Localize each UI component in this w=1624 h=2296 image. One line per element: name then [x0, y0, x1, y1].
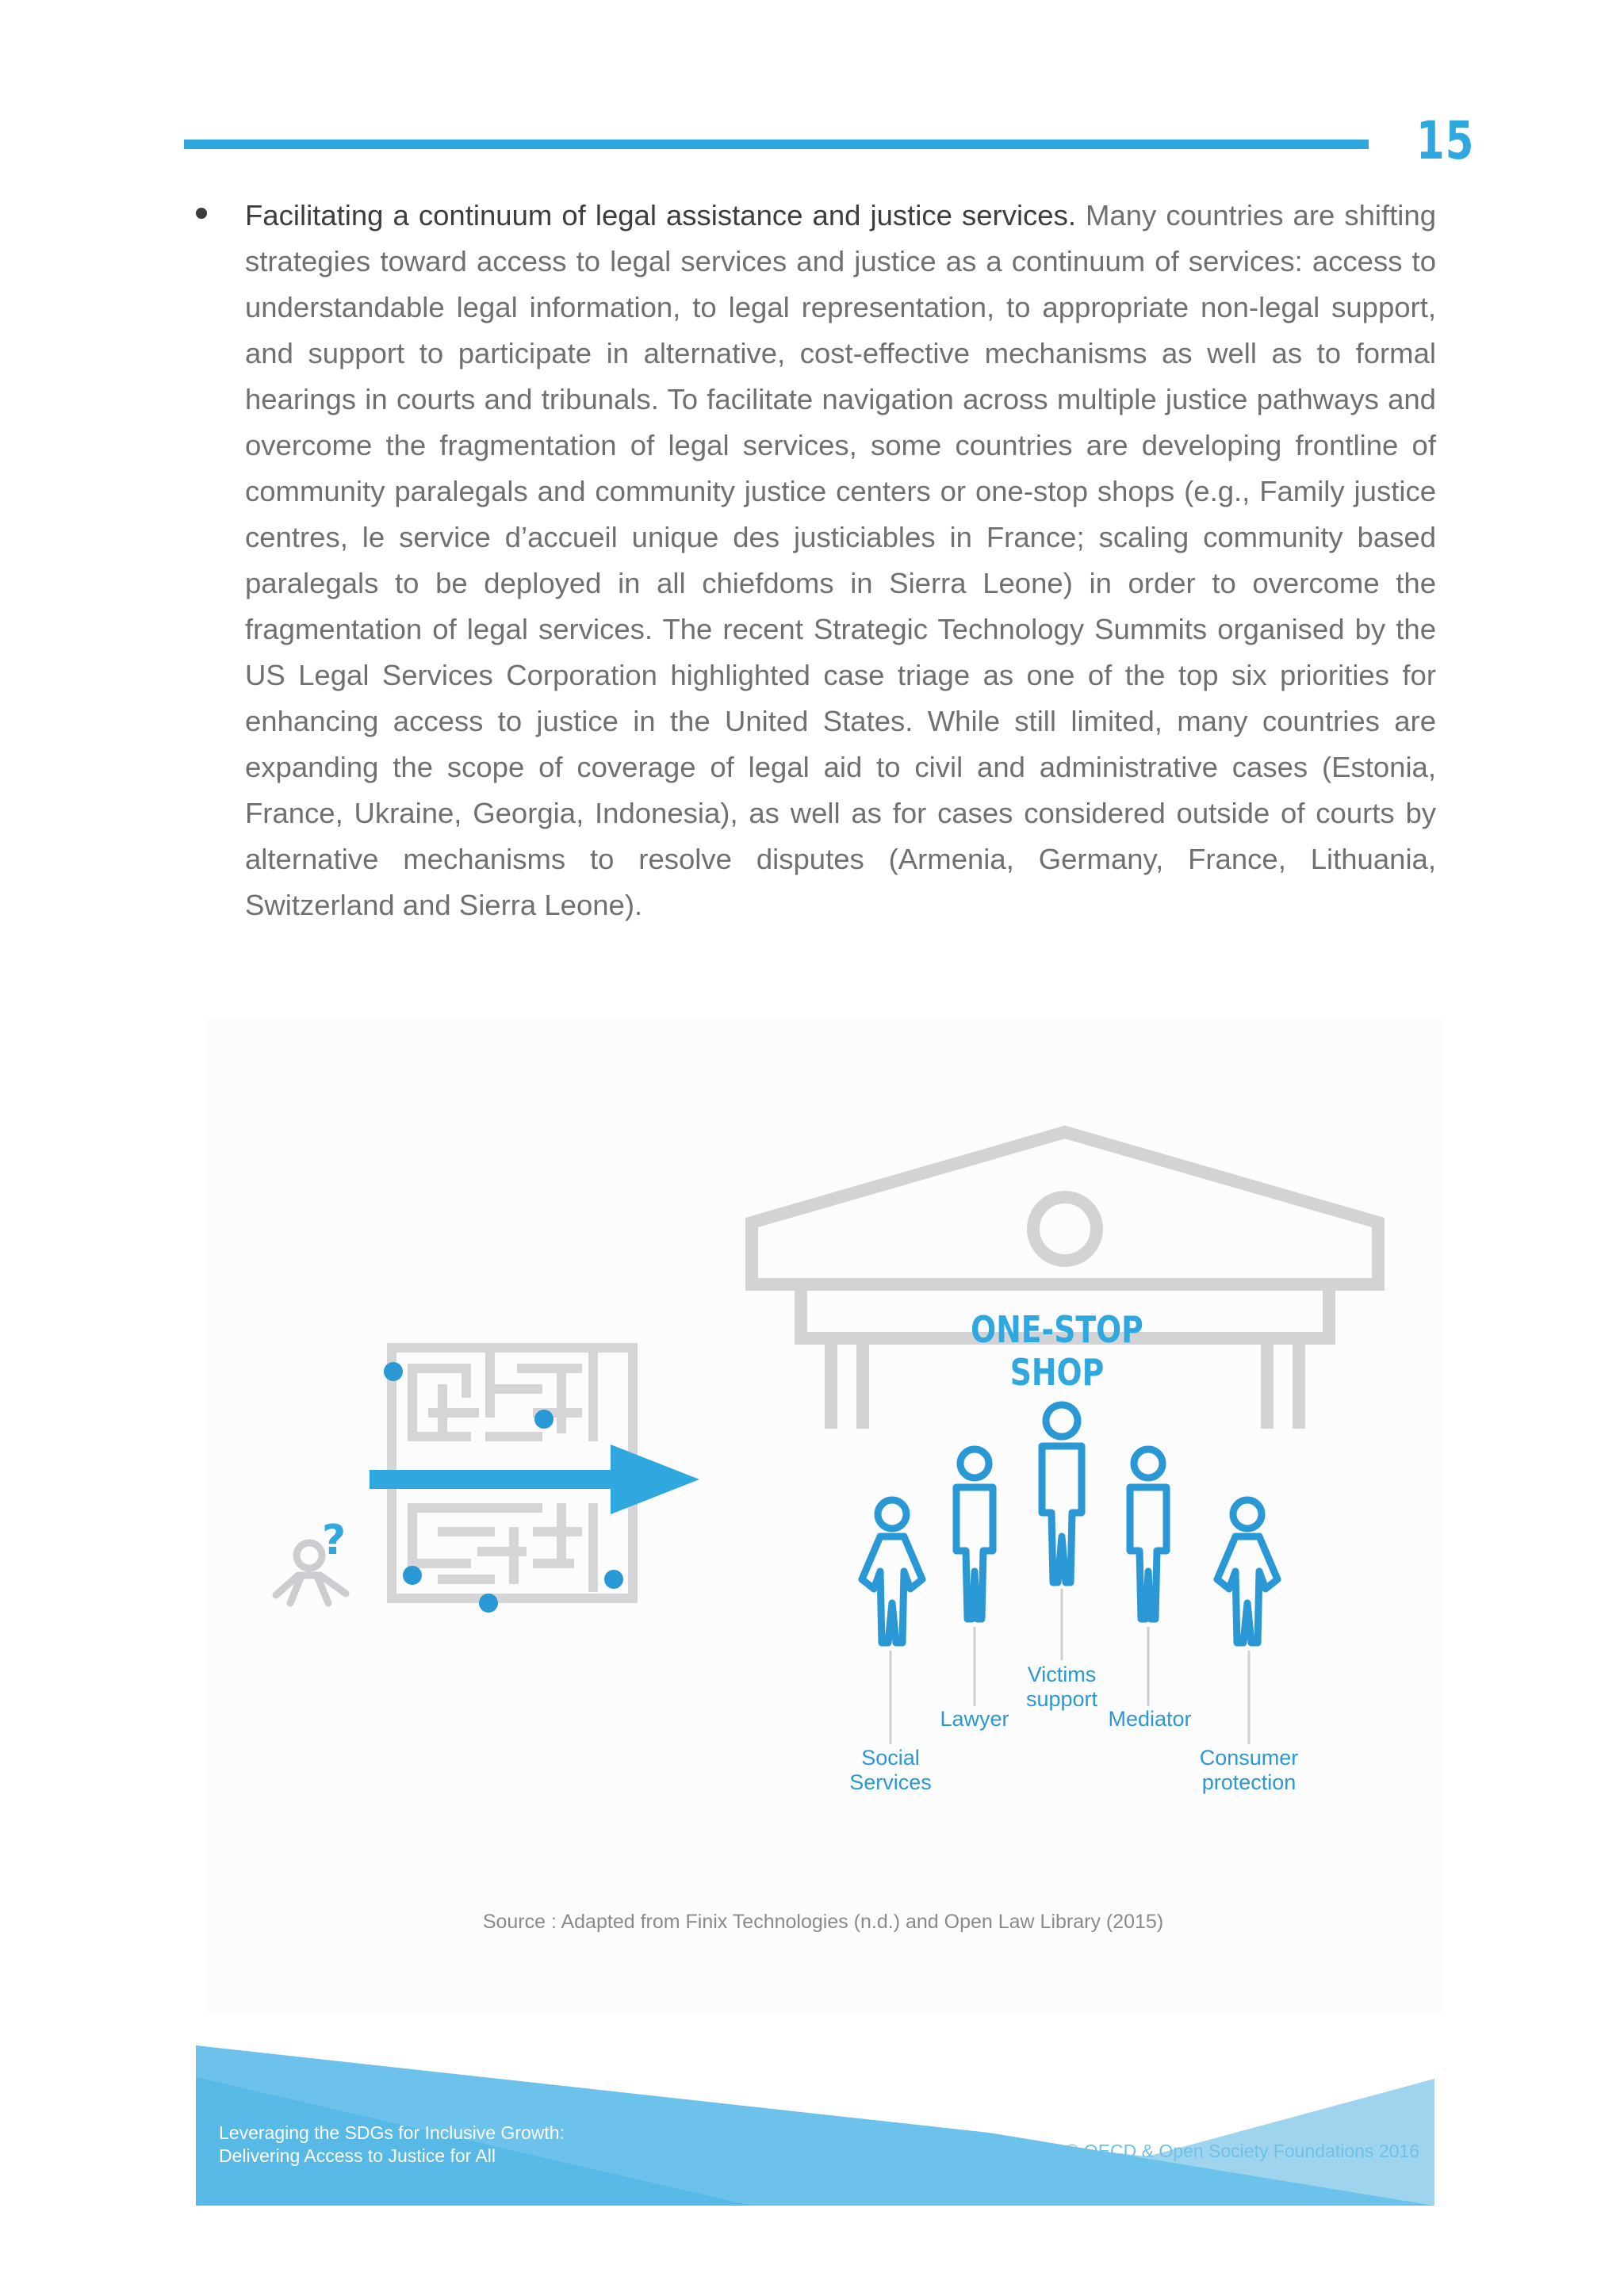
label-social-services-line1: Social	[861, 1746, 920, 1770]
footer-title	[219, 2122, 565, 2168]
person-icon	[1042, 1405, 1082, 1582]
label-social-services-line2: Services	[849, 1770, 932, 1794]
label-victims-support-line1: Victims	[1027, 1663, 1097, 1686]
label-victims-support	[1006, 1663, 1117, 1712]
bullet-marker	[196, 208, 207, 219]
person-icon	[956, 1449, 993, 1619]
label-consumer-protection-line1: Consumer	[1199, 1746, 1299, 1770]
person-icon	[862, 1500, 922, 1643]
question-mark: ?	[322, 1517, 347, 1564]
person-icon	[1217, 1500, 1277, 1643]
bullet-paragraph	[245, 193, 1436, 928]
footer-title-line2: Delivering Access to Justice for All	[219, 2145, 496, 2166]
header-rule	[184, 140, 1369, 149]
bullet-body: Many countries are shifting strategies toward access to legal services and justice as a continuum of services: access to understandable legal information, to legal representation, to appropriate non-legal support, and support to participate in alternative, cost-effective mechanisms as well as to formal hearings in courts and tribunals. To facilitate navigation across multiple justice pathways and overcome the fragmentation of legal services, some countries are developing frontline of community paralegals and community justice centers or one-stop shops (e.g., Family justice centres, le service d’accueil unique des justiciables in France; scaling community based paralegals to be deployed in all chiefdoms in Sierra Leone) in order to overcome the fragmentation of legal services. The recent Strategic Technology Summits organised by the US Legal Services Corporation highlighted case triage as one of the top six priorities for enhancing access to justice in the United States. While still limited, many countries are expanding the scope of coverage of legal aid to civil and administrative cases (Estonia, France, Ukraine, Georgia, Indonesia), as well as for cases considered outside of courts by alternative mechanisms to resolve disputes (Armenia, Germany, France, Lithuania, Switzerland and Sierra Leone).	[245, 199, 1436, 921]
person-icon	[1130, 1449, 1166, 1619]
label-consumer-protection	[1182, 1746, 1316, 1795]
label-mediator: Mediator	[1108, 1707, 1192, 1731]
footer-copyright: © OECD & Open Society Foundations 2016	[1065, 2141, 1419, 2161]
label-lawyer: Lawyer	[940, 1707, 1009, 1731]
footer-title-line1: Leveraging the SDGs for Inclusive Growth:	[219, 2122, 565, 2143]
page-number: 15	[1416, 110, 1475, 171]
one-stop-shop-title: ONE-STOP SHOP	[971, 1308, 1143, 1394]
label-social-services	[827, 1746, 954, 1795]
people-group	[862, 1405, 1277, 1643]
bullet-lead: Facilitating a continuum of legal assistance and justice services.	[245, 199, 1076, 232]
label-victims-support-line2: support	[1025, 1687, 1098, 1711]
figure-source: Source : Adapted from Finix Technologies (n.d.) and Open Law Library (2015)	[482, 1911, 1164, 1933]
label-consumer-protection-line2: protection	[1201, 1770, 1297, 1794]
